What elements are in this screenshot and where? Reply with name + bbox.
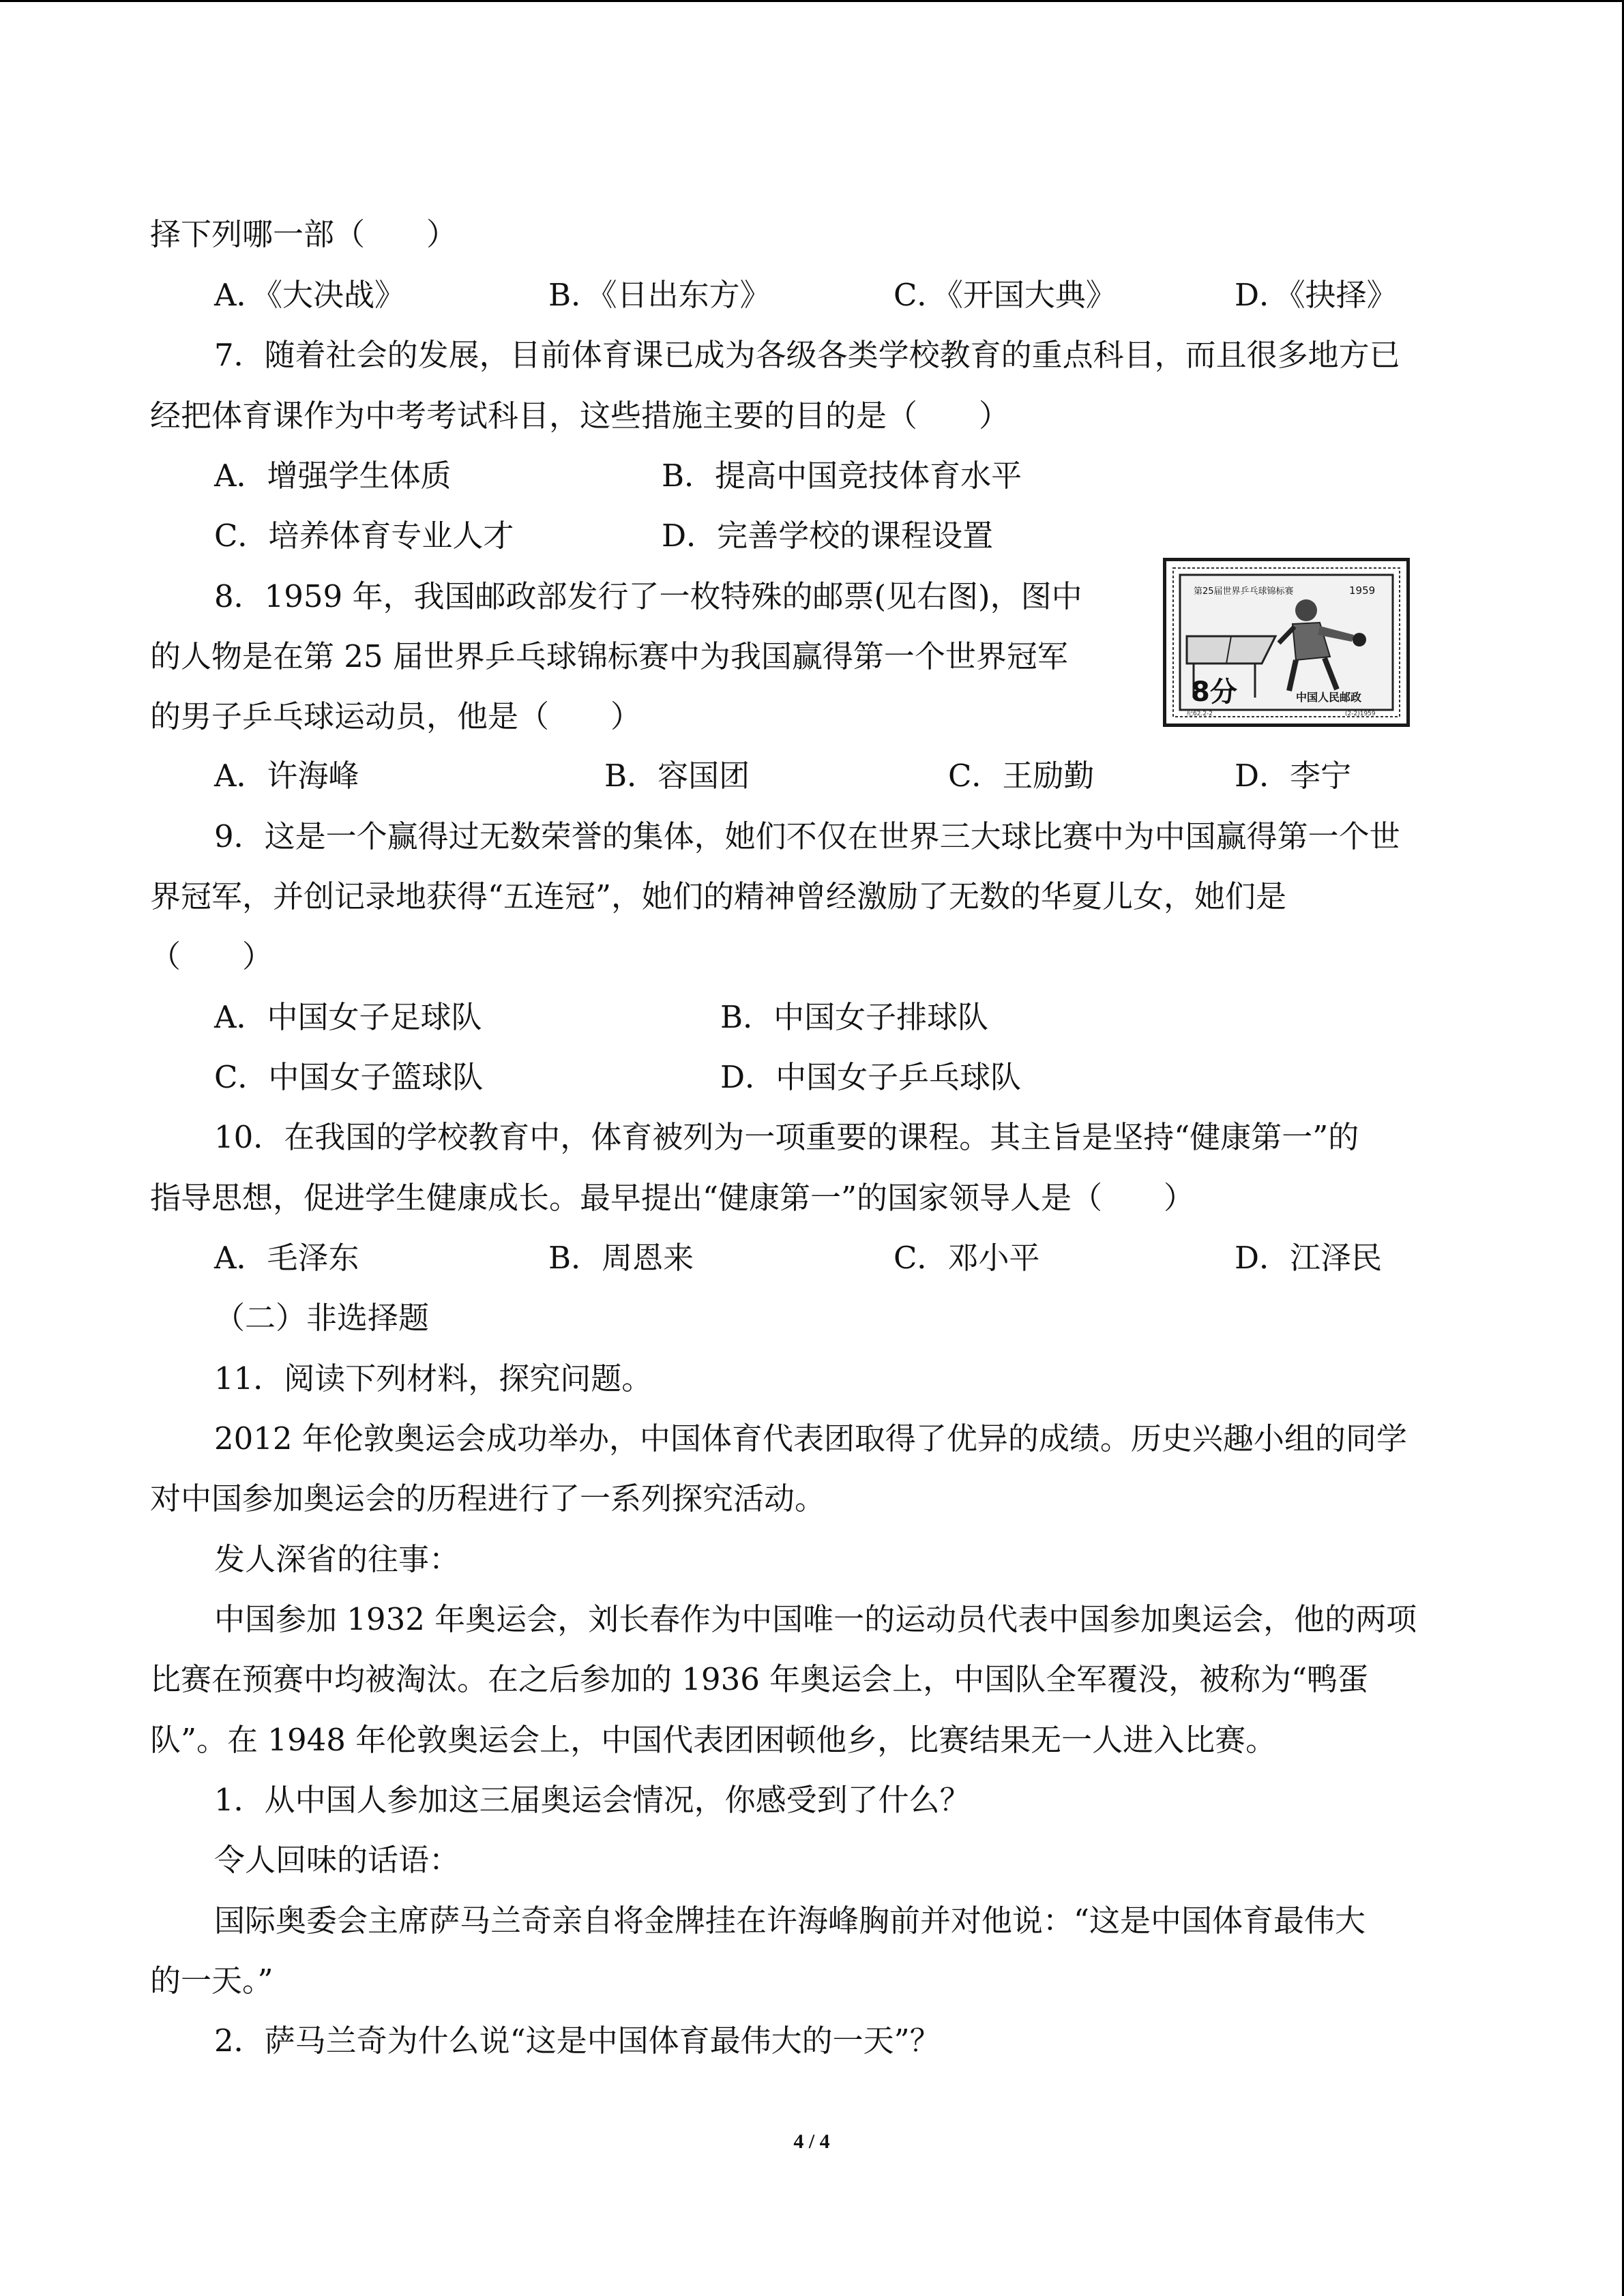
- q9-stem-line3: （ ）: [150, 938, 274, 974]
- q10-stem-line1: 10．在我国的学校教育中，体育被列为一项重要的课程。其主旨是坚持“健康第一”的: [214, 1119, 1359, 1155]
- q7-stem-line2: 经把体育课作为中考考试科目，这些措施主要的目的是（ ）: [150, 398, 1010, 434]
- q9-option-a: A．中国女子足球队: [214, 999, 482, 1035]
- q7-option-b: B．提高中国竞技体育水平: [662, 458, 1022, 494]
- q11-para-line1: 中国参加 1932 年奥运会，刘长春作为中国唯一的运动员代表中国参加奥运会，他的两项: [214, 1601, 1417, 1637]
- q7-option-a: A．增强学生体质: [214, 458, 452, 494]
- q8-option-a: A．许海峰: [214, 758, 359, 794]
- stamp-year-text: 1959: [1349, 584, 1376, 597]
- q8-stem-line1: 8．1959 年，我国邮政部发行了一枚特殊的邮票(见右图)，图中: [214, 578, 1082, 614]
- q11-para-line3: 队”。在 1948 年伦敦奥运会上，中国代表团困顿他乡，比赛结果无一人进入比赛。: [150, 1722, 1277, 1758]
- stamp-code-left-text: 纪62.2-2: [1187, 711, 1213, 717]
- q6-stem-tail: 择下列哪一部（ ）: [150, 216, 458, 252]
- q10-option-d: D．江泽民: [1235, 1240, 1383, 1276]
- q9-option-c: C．中国女子篮球队: [214, 1059, 484, 1095]
- q11-title: 11．阅读下列材料，探究问题。: [214, 1360, 653, 1397]
- stamp-denomination-text: 8分: [1191, 676, 1237, 708]
- q6-option-c: C．《开国大典》: [894, 277, 1117, 313]
- stamp-issuer-text: 中国人民邮政: [1296, 691, 1362, 704]
- q6-option-d: D．《抉择》: [1235, 277, 1398, 313]
- stamp-header-text: 第25届世界乒乓球锦标赛: [1194, 586, 1294, 597]
- ping-pong-stamp-image: [1163, 558, 1410, 727]
- q6-option-a: A．《大决战》: [214, 277, 405, 313]
- page-number: 4 / 4: [793, 2130, 830, 2153]
- q11-quote-line2: 的一天。”: [150, 1963, 274, 1999]
- q11-subquestion-1: 1．从中国人参加这三届奥运会情况，你感受到了什么？: [214, 1782, 971, 1818]
- q11-heading-quote: 令人回味的话语：: [214, 1842, 460, 1878]
- q9-stem-line1: 9．这是一个赢得过无数荣誉的集体，她们不仅在世界三大球比赛中为中国赢得第一个世: [214, 818, 1400, 854]
- q8-option-c: C．王励勤: [948, 758, 1095, 794]
- q8-option-d: D．李宁: [1235, 758, 1352, 794]
- q9-option-b: B．中国女子排球队: [720, 999, 989, 1035]
- q10-option-c: C．邓小平: [894, 1240, 1040, 1276]
- q11-quote-line1: 国际奥委会主席萨马兰奇亲自将金牌挂在许海峰胸前并对他说：“这是中国体育最伟大: [214, 1903, 1366, 1939]
- q9-stem-line2: 界冠军，并创记录地获得“五连冠”，她们的精神曾经激励了无数的华夏儿女，她们是: [150, 878, 1287, 914]
- q10-option-a: A．毛泽东: [214, 1240, 359, 1276]
- section-non-choice-heading: （二）非选择题: [214, 1300, 430, 1336]
- q11-intro-line1: 2012 年伦敦奥运会成功举办，中国体育代表团取得了优异的成绩。历史兴趣小组的同学: [214, 1420, 1407, 1457]
- page-border-top: [0, 0, 1624, 2]
- q7-option-d: D．完善学校的课程设置: [662, 518, 994, 554]
- q10-option-b: B．周恩来: [548, 1240, 694, 1276]
- q10-stem-line2: 指导思想，促进学生健康成长。最早提出“健康第一”的国家领导人是（ ）: [150, 1180, 1195, 1216]
- q11-intro-line2: 对中国参加奥运会的历程进行了一系列探究活动。: [150, 1480, 826, 1517]
- q11-heading-past: 发人深省的往事：: [214, 1541, 460, 1577]
- q11-para-line2: 比赛在预赛中均被淘汰。在之后参加的 1936 年奥运会上，中国队全军覆没，被称为“鸭蛋: [150, 1661, 1369, 1697]
- q11-subquestion-2: 2．萨马兰奇为什么说“这是中国体育最伟大的一天”？: [214, 2023, 941, 2059]
- q7-stem-line1: 7．随着社会的发展，目前体育课已成为各级各类学校教育的重点科目，而且很多地方已: [214, 337, 1400, 373]
- q9-option-d: D．中国女子乒乓球队: [720, 1059, 1022, 1095]
- stamp-code-right-text: (2-2)1959: [1345, 711, 1376, 717]
- q7-option-c: C．培养体育专业人才: [214, 518, 514, 554]
- q8-option-b: B．容国团: [604, 758, 750, 794]
- q6-option-b: B．《日出东方》: [548, 277, 771, 313]
- q8-stem-line3: 的男子乒乓球运动员，他是（ ）: [150, 698, 642, 734]
- q8-stem-line2: 的人物是在第 25 届世界乒乓球锦标赛中为我国赢得第一个世界冠军: [150, 638, 1068, 674]
